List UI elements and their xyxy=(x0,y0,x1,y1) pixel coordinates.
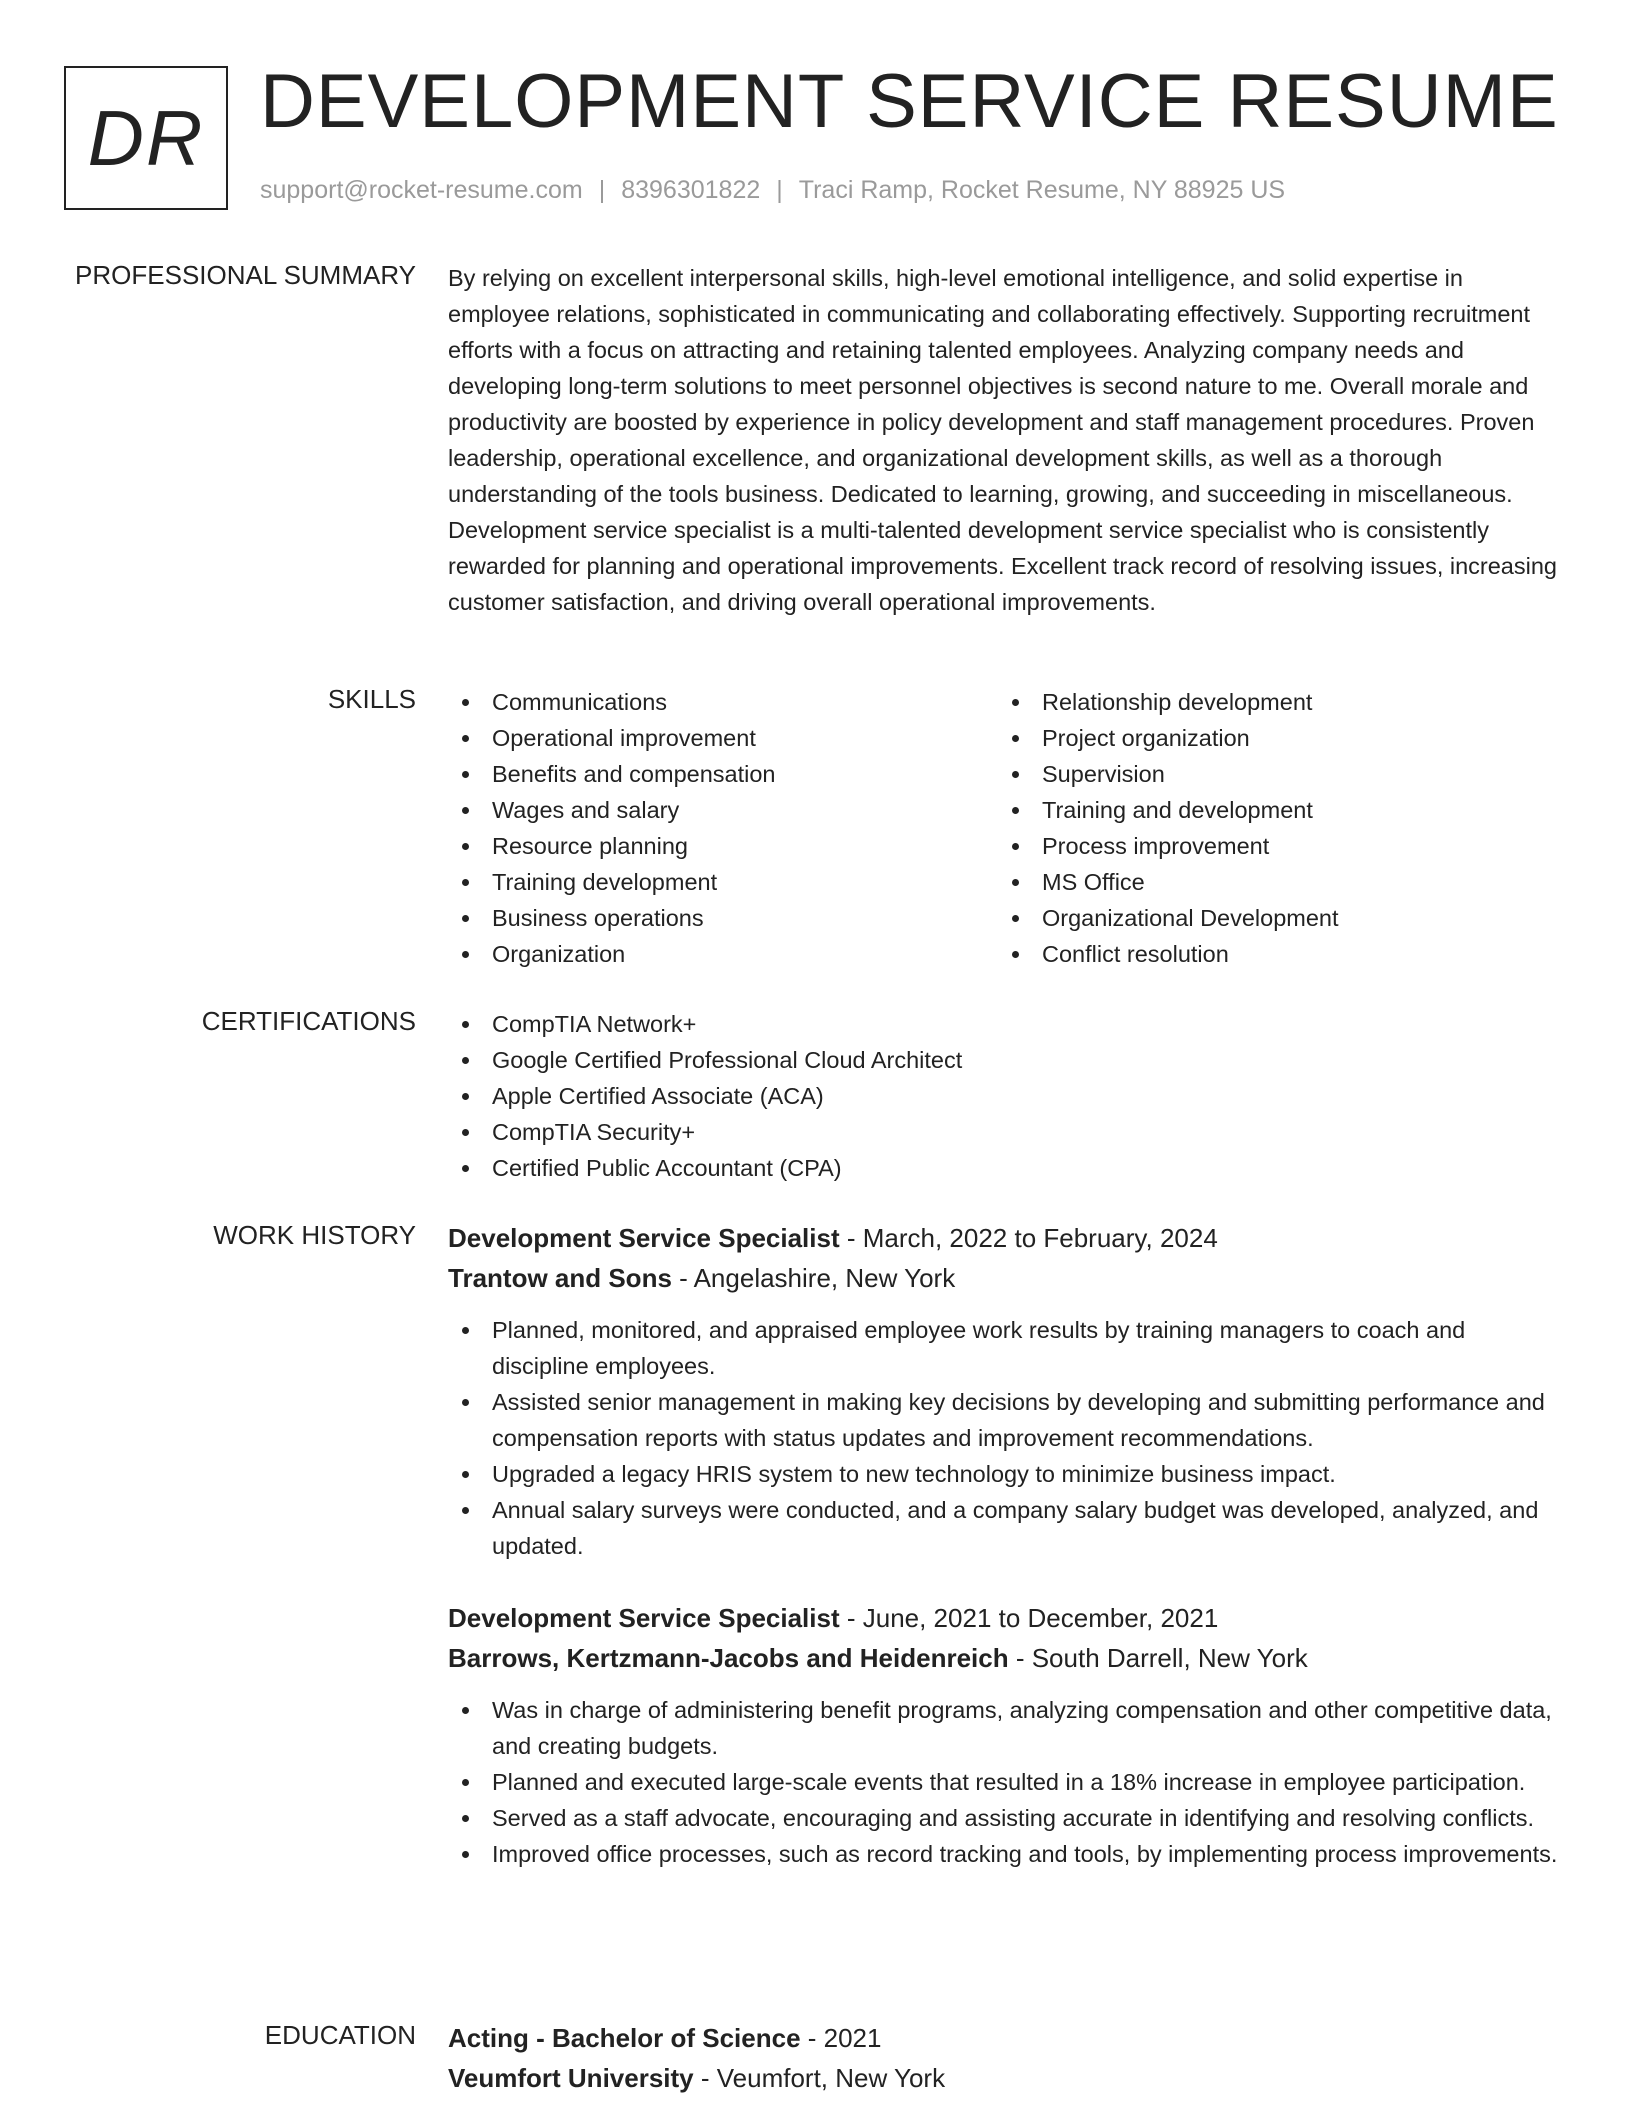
job-bullet: Was in charge of administering benefit programs, analyzing compensation and other competitive data, and creating budgets. xyxy=(448,1692,1568,1764)
job-bullet: Upgraded a legacy HRIS system to new technology to minimize business impact. xyxy=(448,1456,1568,1492)
skill-item: Operational improvement xyxy=(448,720,998,756)
contact-separator: | xyxy=(598,176,606,204)
skill-item: Benefits and compensation xyxy=(448,756,998,792)
job-company: Trantow and Sons xyxy=(448,1263,672,1293)
work-history-heading: WORK HISTORY xyxy=(213,1220,416,1250)
skill-item: Resource planning xyxy=(448,828,998,864)
job-title-line xyxy=(448,1218,1568,1258)
job-company: Barrows, Kertzmann-Jacobs and Heidenreich xyxy=(448,1643,1009,1673)
certification-item: CompTIA Network+ xyxy=(448,1006,1568,1042)
certification-item: Google Certified Professional Cloud Architect xyxy=(448,1042,1568,1078)
skill-item: Conflict resolution xyxy=(998,936,1548,972)
job-location: - South Darrell, New York xyxy=(1008,1643,1308,1673)
skill-item: Supervision xyxy=(998,756,1548,792)
job-title: Development Service Specialist xyxy=(448,1223,840,1253)
school-line xyxy=(448,2058,1568,2098)
skill-item: Process improvement xyxy=(998,828,1548,864)
job-dates: - June, 2021 to December, 2021 xyxy=(839,1603,1219,1633)
degree-name: Acting - Bachelor of Science xyxy=(448,2023,801,2053)
job-title-line xyxy=(448,1598,1568,1638)
certifications-list xyxy=(448,1006,1568,1186)
contact-line xyxy=(260,176,1285,205)
skills-grid xyxy=(448,684,1568,972)
certification-item: CompTIA Security+ xyxy=(448,1114,1568,1150)
contact-email: support@rocket-resume.com xyxy=(260,176,583,204)
skill-item: Relationship development xyxy=(998,684,1548,720)
job-bullet: Improved office processes, such as record tracking and tools, by implementing process improvements. xyxy=(448,1836,1568,1872)
job-bullet: Planned and executed large-scale events that resulted in a 18% increase in employee participation. xyxy=(448,1764,1568,1800)
job-company-line xyxy=(448,1638,1568,1678)
skills-heading: SKILLS xyxy=(327,684,416,714)
skill-item: Training and development xyxy=(998,792,1548,828)
certifications-heading: CERTIFICATIONS xyxy=(201,1006,416,1036)
skill-item: Project organization xyxy=(998,720,1548,756)
skills-list-left xyxy=(448,684,998,972)
school-name: Veumfort University xyxy=(448,2063,694,2093)
job-location: - Angelashire, New York xyxy=(671,1263,956,1293)
skill-item: Wages and salary xyxy=(448,792,998,828)
job-entry xyxy=(448,1218,1568,1564)
skill-item: Organizational Development xyxy=(998,900,1548,936)
skill-item: Business operations xyxy=(448,900,998,936)
contact-phone: 8396301822 xyxy=(621,176,761,204)
job-bullets xyxy=(448,1692,1568,1872)
job-entry xyxy=(448,1598,1568,1872)
skills-list-right xyxy=(998,684,1548,972)
monogram-badge: DR xyxy=(64,66,228,210)
job-bullets xyxy=(448,1312,1568,1564)
certification-item: Certified Public Accountant (CPA) xyxy=(448,1150,1568,1186)
education-heading: EDUCATION xyxy=(264,2020,416,2050)
degree-line xyxy=(448,2018,1568,2058)
job-bullet: Planned, monitored, and appraised employee work results by training managers to coach and discipline employees. xyxy=(448,1312,1568,1384)
job-dates: - March, 2022 to February, 2024 xyxy=(839,1223,1218,1253)
certification-item: Apple Certified Associate (ACA) xyxy=(448,1078,1568,1114)
skill-item: MS Office xyxy=(998,864,1548,900)
resume-title: DEVELOPMENT SERVICE RESUME xyxy=(260,59,1559,144)
contact-separator: | xyxy=(776,176,783,204)
summary-heading: PROFESSIONAL SUMMARY xyxy=(75,260,416,290)
summary-text: By relying on excellent interpersonal skills, high-level emotional intelligence, and solid expertise in employee relations, sophisticated in communicating and collaborating effectively. Supporting recruitment efforts with a focus on attracting and retaining talented employees. Analyzing company needs and developing long-term solutions to meet personnel objectives is second nature to me. Overall morale and productivity are boosted by experience in policy development and staff management procedures. Proven leadership, operational excellence, and organizational development skills, as well as a thorough understanding of the tools business. Dedicated to learning, growing, and succeeding in miscellaneous. Development service specialist is a multi-talented development service specialist who is consistently rewarded for planning and operational improvements. Excellent track record of resolving issues, increasing customer satisfaction, and driving overall operational improvements. xyxy=(448,265,1557,615)
skill-item: Organization xyxy=(448,936,998,972)
job-bullet: Served as a staff advocate, encouraging and assisting accurate in identifying and resolving conflicts. xyxy=(448,1800,1568,1836)
job-company-line xyxy=(448,1258,1568,1298)
school-location: - Veumfort, New York xyxy=(693,2063,946,2093)
education-entry xyxy=(448,2018,1568,2098)
contact-address: Traci Ramp, Rocket Resume, NY 88925 US xyxy=(798,176,1286,204)
skill-item: Training development xyxy=(448,864,998,900)
skill-item: Communications xyxy=(448,684,998,720)
job-bullet: Annual salary surveys were conducted, and a company salary budget was developed, analyzed, and updated. xyxy=(448,1492,1568,1564)
job-bullet: Assisted senior management in making key decisions by developing and submitting performance and compensation reports with status updates and improvement recommendations. xyxy=(448,1384,1568,1456)
job-title: Development Service Specialist xyxy=(448,1603,840,1633)
degree-year: - 2021 xyxy=(800,2023,882,2053)
